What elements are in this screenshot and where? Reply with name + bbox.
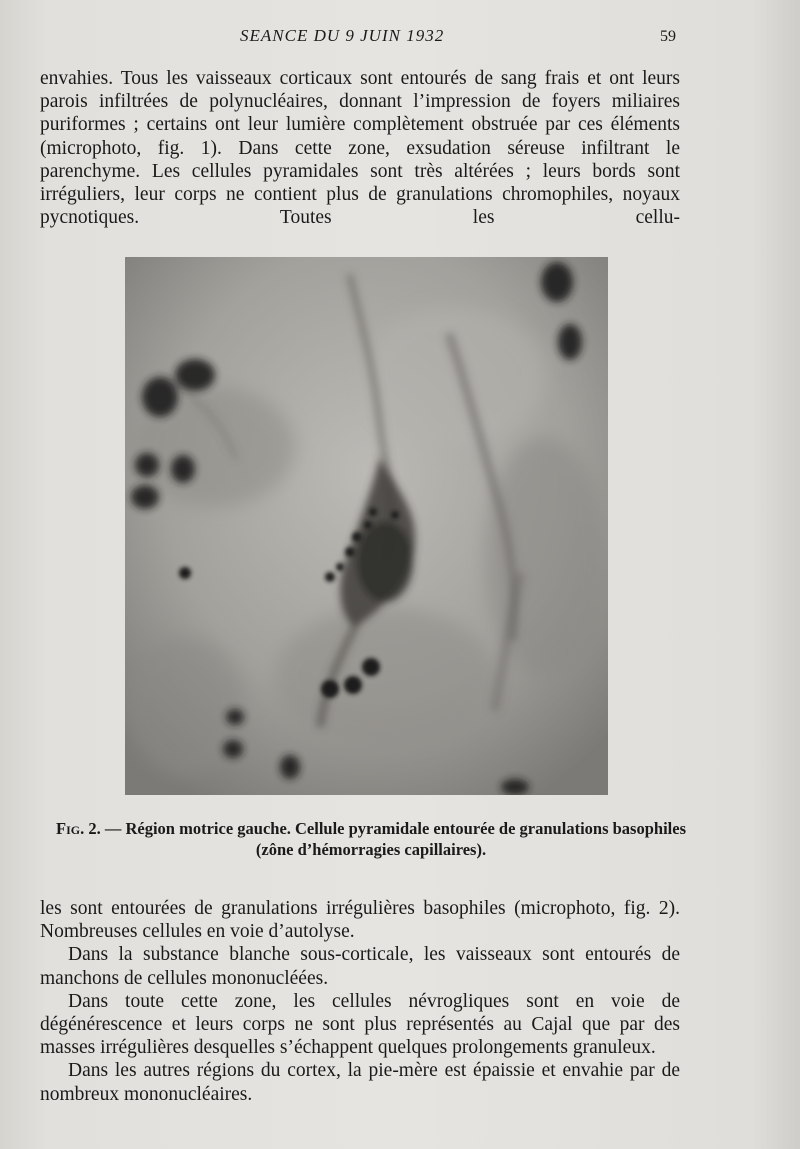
microphoto-image	[125, 257, 608, 795]
paragraph-pie-mere: Dans les autres régions du cortex, la pie-mère est épaissie et envahie par de nombreux mononucléaires.	[40, 1060, 680, 1105]
page-number: 59	[660, 28, 676, 45]
figure-caption	[46, 818, 696, 860]
running-title: SEANCE DU 9 JUIN 1932	[240, 26, 445, 45]
text-block-top	[40, 67, 680, 229]
paragraph-nevroglie: Dans toute cette zone, les cellules névrogliques sont en voie de dégénérescence et leurs corps ne sont plus représentés au Cajal que par des masses irrégulières desquelles s’échappent quelques prolongements granuleux.	[40, 990, 680, 1059]
figure-caption-text: — Région motrice gauche. Cellule pyramidale entourée de granulations basophiles (zône d’hémorragies capillaires).	[100, 819, 686, 859]
running-head	[0, 26, 800, 50]
paragraph-substance-blanche: Dans la substance blanche sous-corticale, les vaisseaux sont entourés de manchons de cellules mononucléées.	[40, 944, 680, 989]
text-block-bottom	[40, 897, 680, 1106]
paragraph-continuation: les sont entourées de granulations irrégulières basophiles (microphoto, fig. 2). Nombreuses cellules en voie d’autolyse.	[40, 898, 680, 943]
paragraph-top: envahies. Tous les vaisseaux corticaux sont entourés de sang frais et ont leurs parois infiltrées de polynucléaires, donnant l’impression de foyers miliaires puriformes ; certains ont leur lumière complètement obstruée par ces éléments (microphoto, fig. 1). Dans cette zone, exsudation séreuse infiltrant le parenchyme. Les cellules pyramidales sont très altérées ; leurs bords sont irréguliers, leur corps ne contient plus de granulations chromophiles, noyaux pycnotiques. Toutes les cellu-	[40, 68, 680, 229]
figure-2-microphoto	[125, 257, 608, 795]
figure-label: Fig. 2.	[56, 819, 101, 838]
